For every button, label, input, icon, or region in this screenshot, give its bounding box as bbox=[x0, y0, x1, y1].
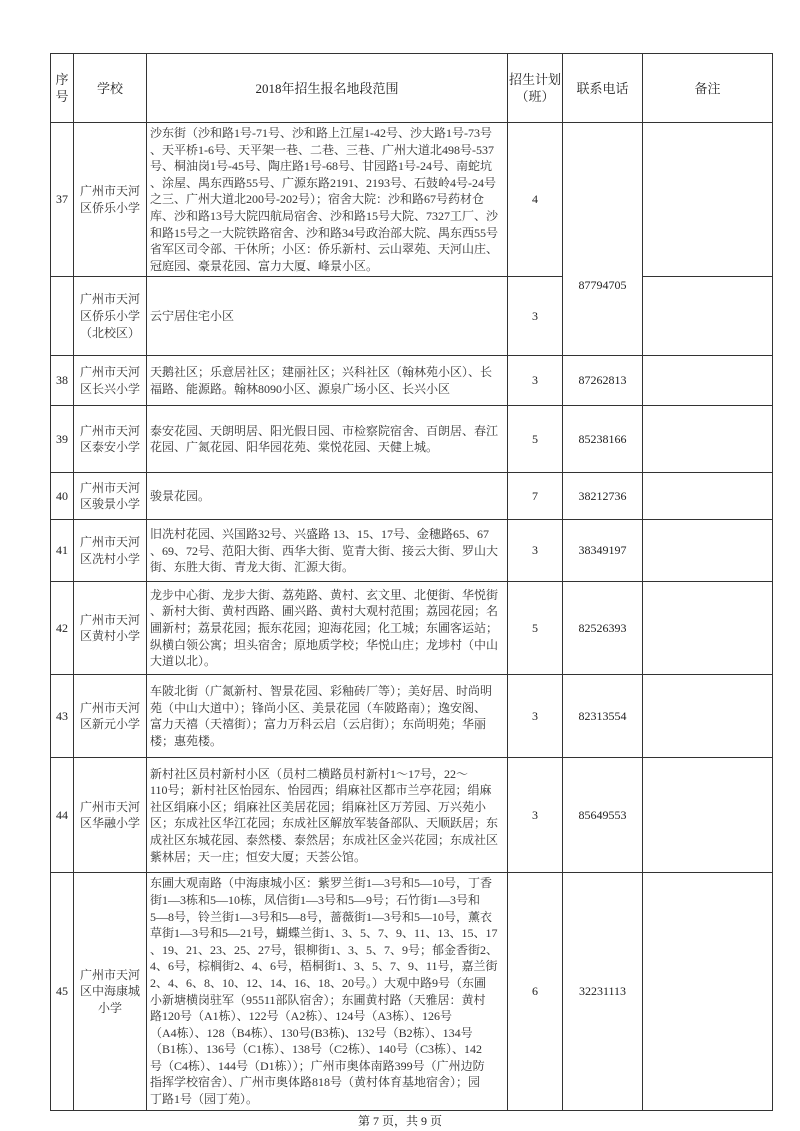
school-name-line: 广州市天河 bbox=[79, 967, 140, 982]
note-cell bbox=[643, 356, 773, 406]
range-line: 花园、广氮花园、阳华园花苑、棠悦花园、天健上城。 bbox=[150, 440, 439, 455]
note-cell bbox=[643, 758, 773, 873]
page-footer: 第 7 页，共 9 页 bbox=[357, 1114, 442, 1128]
header-phone: 联系电话 bbox=[563, 54, 643, 123]
school-name-line: 广州市天河 bbox=[79, 292, 140, 307]
school-name-line: 区中海康城 bbox=[79, 984, 140, 999]
range-line: 路120号（A1栋）、122号（A2栋）、124号（A3栋）、126号 bbox=[150, 1009, 452, 1024]
school-name-line: 区黄村小学 bbox=[79, 629, 140, 644]
note-cell bbox=[643, 582, 773, 675]
enrollment-range bbox=[147, 473, 508, 520]
header-plan: 招生计划（班） bbox=[508, 54, 563, 123]
class-plan: 3 bbox=[508, 675, 563, 758]
phone-number: 87262813 bbox=[563, 356, 643, 406]
row-number: 43 bbox=[51, 675, 74, 758]
school-name bbox=[74, 473, 147, 520]
range-line: 库、沙和路13号大院四航局宿舍、沙和路15号大院、7327工厂、沙 bbox=[150, 208, 499, 223]
table-row bbox=[51, 356, 773, 406]
range-line: 、涂屋、禺东西路55号、广源东路2191、2193号、石鼓岭4号-24号 bbox=[150, 175, 496, 190]
table-row bbox=[51, 582, 773, 675]
school-name-line: 区侨乐小学 bbox=[79, 309, 140, 324]
school-name bbox=[74, 277, 147, 356]
phone-number: 38349197 bbox=[563, 520, 643, 582]
class-plan: 6 bbox=[508, 873, 563, 1110]
school-name bbox=[74, 406, 147, 473]
school-name-line: 广州市天河 bbox=[79, 799, 140, 814]
row-number: 39 bbox=[51, 406, 74, 473]
class-plan: 5 bbox=[508, 406, 563, 473]
range-line: 丁路1号（园丁苑）。 bbox=[150, 1092, 259, 1107]
header-note: 备注 bbox=[643, 54, 773, 123]
range-line: 街1—3栋和5—10栋，凤信街1—3号和5—9号；石竹街1—3号和 bbox=[150, 892, 481, 907]
phone-number: 82526393 bbox=[563, 582, 643, 675]
range-line: 之三、广州大道北200号-202号）；宿舍大院：沙和路67号药材仓 bbox=[150, 192, 484, 207]
range-line: 2、4、6、8、10、12、14、16、18、20号。）大观中路9号（东圃 bbox=[150, 975, 487, 990]
phone-number: 87794705 bbox=[563, 123, 643, 356]
range-line: 省军区司令部、干休所；小区：侨乐新村、云山翠苑、天河山庄、 bbox=[150, 242, 499, 257]
range-line: 冠庭园、豪景花园、富力大厦、峰景小区。 bbox=[150, 258, 379, 273]
phone-number: 85649553 bbox=[563, 758, 643, 873]
table-row bbox=[51, 758, 773, 873]
enrollment-range bbox=[147, 520, 508, 582]
school-name-line: 广州市天河 bbox=[79, 535, 140, 550]
class-plan: 4 bbox=[508, 123, 563, 277]
range-line: 沙东街（沙和路1号-71号、沙和路上江屋1-42号、沙大路1号-73号 bbox=[150, 126, 492, 140]
enrollment-range bbox=[147, 123, 508, 277]
range-line: 楼；惠苑楼。 bbox=[150, 733, 223, 748]
range-line: 紫林居；天一庄；恒安大厦；天荟公馆。 bbox=[150, 849, 367, 864]
enrollment-range bbox=[147, 582, 508, 675]
row-number: 41 bbox=[51, 520, 74, 582]
class-plan: 3 bbox=[508, 277, 563, 356]
phone-number: 38212736 bbox=[563, 473, 643, 520]
school-name-line: 区泰安小学 bbox=[79, 440, 140, 455]
school-name-line: 区冼村小学 bbox=[79, 551, 140, 566]
range-line: 草街1—3号和5—21号，蝴蝶兰街1、3、5、7、9、11、13、15、17 bbox=[150, 926, 498, 941]
range-line: 龙步中心街、龙步大街、荔苑路、黄村、玄文里、北便街、华悦街 bbox=[150, 587, 499, 602]
school-name bbox=[74, 520, 147, 582]
note-cell bbox=[643, 406, 773, 473]
school-name bbox=[74, 675, 147, 758]
enrollment-range bbox=[147, 675, 508, 758]
row-number: 45 bbox=[51, 873, 74, 1110]
range-line: 云宁居住宅小区 bbox=[150, 309, 235, 324]
row-number: 42 bbox=[51, 582, 74, 675]
school-name bbox=[74, 582, 147, 675]
header-school: 学校 bbox=[74, 54, 147, 123]
table-row bbox=[51, 123, 773, 277]
range-line: 指挥学校宿舍）、广州市奥体路818号（黄村体育基地宿舍）；园 bbox=[150, 1075, 481, 1090]
range-line: 车陂北街（广氮新村、智景花园、彩釉砖厂等）；美好居、时尚明 bbox=[150, 684, 493, 699]
school-name-line: 区侨乐小学 bbox=[79, 200, 140, 215]
row-number: 38 bbox=[51, 356, 74, 406]
range-line: 4、6号，棕榈街2、4、6号，梧桐街1、3、5、7、9、11号，嘉兰街 bbox=[150, 959, 498, 974]
range-line: 、天平桥1-6号、天平架一巷、二巷、三巷、广州大道北498号-537 bbox=[150, 142, 494, 157]
range-line: 天鹅社区；乐意居社区；建丽社区；兴科社区（翰林苑小区）、长 bbox=[150, 365, 493, 380]
range-line: 圃新村；荔景花园；振东花园；迎海花园；化工城；东圃客运站； bbox=[150, 621, 499, 636]
row-number bbox=[51, 277, 74, 356]
class-plan: 7 bbox=[508, 473, 563, 520]
class-plan: 5 bbox=[508, 582, 563, 675]
range-line: 、新村大街、黄村西路、圃兴路、黄村大观村范围；荔园花园；名 bbox=[150, 604, 499, 619]
range-line: 区；东成社区华江花园；东成社区解放军装备部队、天顺跃居；东 bbox=[150, 816, 499, 831]
row-number: 44 bbox=[51, 758, 74, 873]
school-name bbox=[74, 758, 147, 873]
range-line: （A4栋）、128（B4栋）、130号(B3栋)、132号（B2栋）、134号 bbox=[150, 1025, 473, 1040]
school-name-line: 区新元小学 bbox=[79, 717, 140, 732]
enrollment-range bbox=[147, 356, 508, 406]
range-line: 5—8号，铃兰街1—3号和5—8号，蔷薇街1—3号和5—10号，薰衣 bbox=[150, 909, 493, 924]
range-line: 和路15号之一大院铁路宿舍、沙和路34号政治部大院、禺东西55号 bbox=[150, 225, 499, 240]
range-line: 街、东胜大街、青龙大街、汇源大街。 bbox=[150, 560, 355, 575]
class-plan: 3 bbox=[508, 520, 563, 582]
school-name-line: 广州市天河 bbox=[79, 365, 140, 380]
school-name-line: 区长兴小学 bbox=[79, 381, 140, 396]
phone-number: 32231113 bbox=[563, 873, 643, 1110]
note-cell bbox=[643, 277, 773, 356]
range-line: 旧冼村花园、兴国路32号、兴盛路 13、15、17号、金穗路65、67 bbox=[150, 526, 490, 541]
range-line: （B1栋）、136号（C1栋）、138号（C2栋）、140号（C3栋）、142 bbox=[150, 1042, 483, 1057]
school-name-line: 广州市天河 bbox=[79, 700, 140, 715]
row-number: 37 bbox=[51, 123, 74, 277]
class-plan: 3 bbox=[508, 356, 563, 406]
range-line: 号、桐油岗1号-45号、陶庄路1号-68号、甘园路1号-24号、南蛇坑 bbox=[150, 159, 492, 174]
school-name-line: 区华融小学 bbox=[79, 816, 140, 831]
school-name-line: 广州市天河 bbox=[79, 423, 140, 438]
enrollment-range bbox=[147, 277, 508, 356]
phone-number: 85238166 bbox=[563, 406, 643, 473]
table-row bbox=[51, 473, 773, 520]
range-line: 号（C4栋）、144号（D1栋））；广州市奥体南路399号（广州边防 bbox=[150, 1058, 485, 1073]
school-name-line: 小学 bbox=[97, 1000, 122, 1015]
note-cell bbox=[643, 873, 773, 1110]
table-row bbox=[51, 277, 773, 356]
range-line: 纵横白领公寓；坦头宿舍；原地质学校；华悦山庄；龙埗村（中山 bbox=[150, 637, 499, 652]
note-cell bbox=[643, 473, 773, 520]
header-no: 序号 bbox=[51, 54, 74, 123]
note-cell bbox=[643, 520, 773, 582]
school-name bbox=[74, 356, 147, 406]
school-name-line: 广州市天河 bbox=[79, 184, 140, 199]
range-line: 成社区东城花园、泰然楼、泰然居；东成社区金兴花园；东成社区 bbox=[150, 832, 499, 847]
phone-number: 82313554 bbox=[563, 675, 643, 758]
range-line: 福路、能源路。翰林8090小区、源泉广场小区、长兴小区 bbox=[150, 381, 451, 396]
school-name bbox=[74, 123, 147, 277]
table-row bbox=[51, 406, 773, 473]
range-line: 小新塘横岗驻军（95511部队宿舍）；东圃黄村路（天雅居：黄村 bbox=[150, 992, 486, 1007]
enrollment-range bbox=[147, 758, 508, 873]
range-line: 富力天禧（天禧街）；富力万科云启（云启街）；东尚明苑；华丽 bbox=[150, 717, 487, 732]
enrollment-range bbox=[147, 406, 508, 473]
note-cell bbox=[643, 123, 773, 277]
enrollment-range bbox=[147, 873, 508, 1110]
range-line: 新村社区员村新村小区（员村二横路员村新村1～17号，22～ bbox=[150, 766, 469, 781]
range-line: 社区绢麻小区；绢麻社区美居花园；绢麻社区万芳园、万兴苑小 bbox=[150, 799, 487, 814]
range-line: 东圃大观南路（中海康城小区：紫罗兰街1—3号和5—10号，丁香 bbox=[150, 876, 493, 891]
range-line: 苑（中山大道中）；锋尚小区、美景花园（车陂路南）；逸安阁、 bbox=[150, 700, 487, 715]
class-plan: 3 bbox=[508, 758, 563, 873]
header-range: 2018年招生报名地段范围 bbox=[147, 54, 508, 123]
range-line: 大道以北）。 bbox=[150, 654, 217, 669]
table-row bbox=[51, 675, 773, 758]
school-name-line: 广州市天河 bbox=[79, 612, 140, 627]
school-name-line: 区骏景小学 bbox=[79, 497, 140, 512]
note-cell bbox=[643, 675, 773, 758]
table-header bbox=[51, 54, 773, 123]
table-row bbox=[51, 520, 773, 582]
range-line: 、69、72号、范阳大街、西华大街、览青大街、接云大街、罗山大 bbox=[150, 543, 499, 558]
range-line: 110号；新村社区怡园东、怡园西；绢麻社区都市兰亭花园；绢麻 bbox=[150, 783, 492, 798]
school-name-line: （北校区） bbox=[79, 325, 140, 340]
row-number: 40 bbox=[51, 473, 74, 520]
range-line: 骏景花园。 bbox=[150, 489, 211, 504]
enrollment-table bbox=[50, 53, 773, 1111]
range-line: 泰安花园、天朗明居、阳光假日园、市检察院宿舍、百朗居、春江 bbox=[150, 423, 499, 438]
table-row bbox=[51, 873, 773, 1110]
range-line: 、19、21、23、25、27号，银柳街1、3、5、7、9号；郁金香街2、 bbox=[150, 942, 499, 957]
school-name bbox=[74, 873, 147, 1110]
school-name-line: 广州市天河 bbox=[79, 480, 140, 495]
